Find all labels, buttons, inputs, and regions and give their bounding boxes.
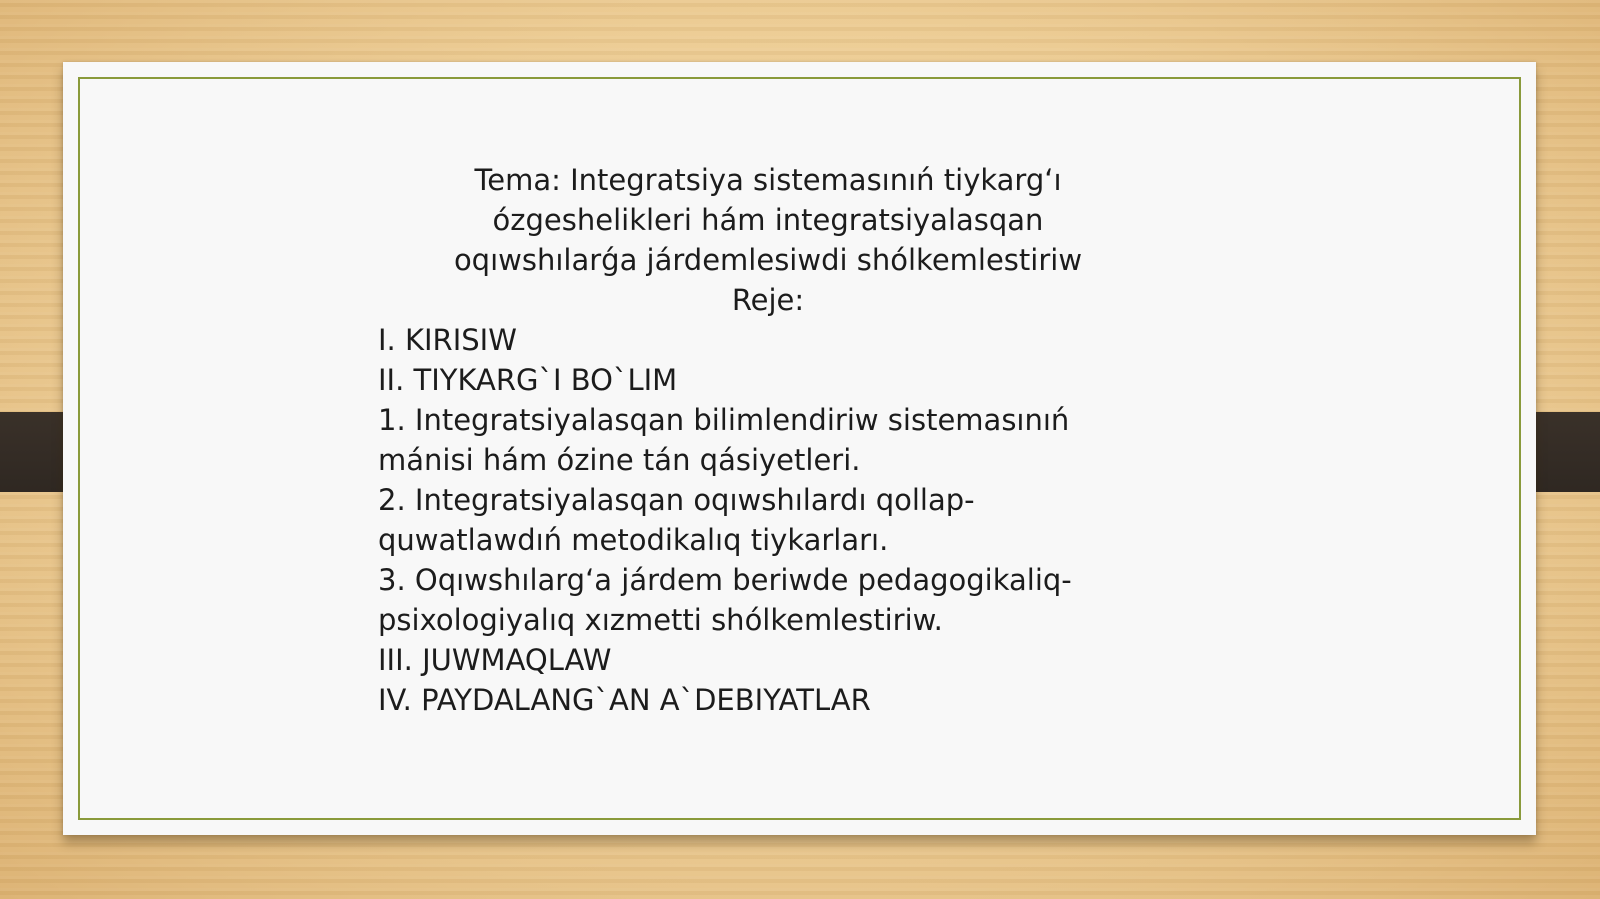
title-line: ózgeshelikleri hám integratsiyalasqan [492,203,1044,237]
outline-line: 1. Integratsiyalasqan bilimlendiriw sistemasınıń [378,403,1070,437]
outline-line: 3. Oqıwshılarg‘a járdem beriwde pedagogikaliq- [378,563,1072,597]
outline-line: psixologiyalıq xızmetti shólkemlestiriw. [378,603,943,637]
outline-line: II. TIYKARG`I BO`LIM [378,363,678,397]
outline-line: 2. Integratsiyalasqan oqıwshılardı qollap- [378,483,975,517]
plan-heading: Reje: [731,283,805,317]
plan-outline [378,320,1158,720]
title-line: Tema: Integratsiya sistemasınıń tiykarg‘ı [474,163,1062,197]
slide-content [378,160,1158,720]
outline-line: mánisi hám ózine tán qásiyetleri. [378,443,861,477]
outline-line: I. KIRISIW [378,323,517,357]
outline-line: quwatlawdıń metodikalıq tiykarları. [378,523,889,557]
outline-line: III. JUWMAQLAW [378,643,612,677]
slide-title [378,160,1158,320]
title-line: oqıwshılarǵa járdemlesiwdi shólkemlestiriw [453,243,1083,277]
outline-line: IV. PAYDALANG`AN A`DEBIYATLAR [378,683,871,717]
